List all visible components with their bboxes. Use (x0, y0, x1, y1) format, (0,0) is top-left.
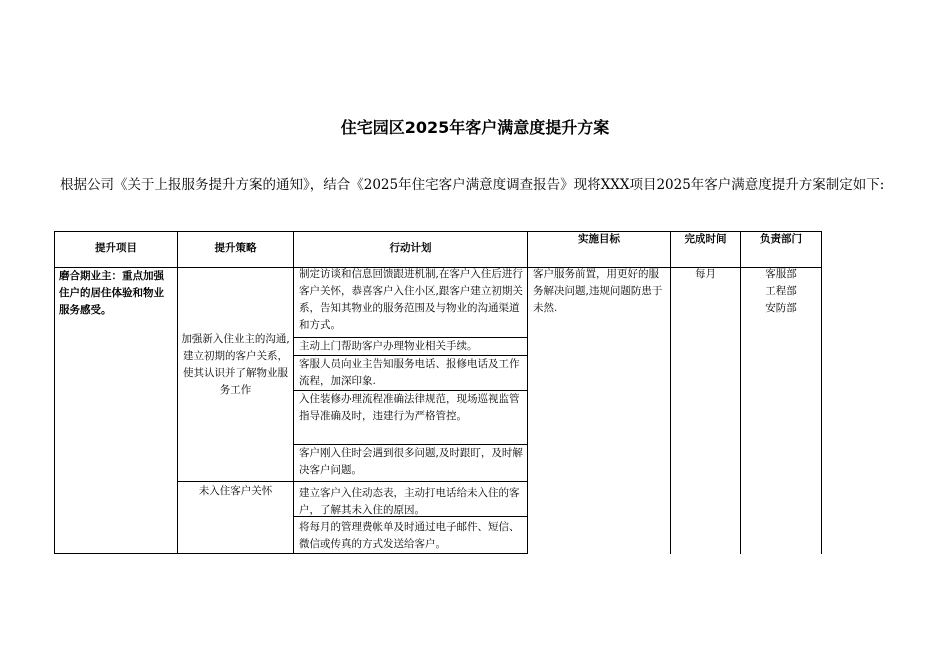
intro-paragraph: 根据公司《关于上报服务提升方案的通知》，结合《2025年住宅客户满意度调查报告》现将XXX项目2025年客户满意度提升方案制定如下: (60, 177, 885, 193)
plan-item-1: 制定访谈和信息回馈跟进机制,在客户入住后进行客户关怀，恭喜客户入住小区,跟客户建立初期关系，告知其物业的服务范围及与物业的沟通渠道和方式。 (299, 268, 523, 331)
plan-item-6: 建立客户入住动态表，主动打电话给未入住的客户，了解其未入住的原因。 (299, 487, 520, 516)
header-strategy: 提升策略 (214, 242, 257, 254)
implementation-target: 客户服务前置，用更好的服务解决问题,违规问题防患于未然. (533, 268, 663, 314)
document-title: 住宅园区2025年客户满意度提升方案 (340, 118, 610, 137)
plan-item-2: 主动上门帮助客户办理物业相关手续。 (299, 340, 478, 352)
strategy-new-owner: 加强新入住业主的沟通,建立初期的客户关系，使其认识并了解物业服务工作 (181, 333, 290, 396)
header-plan: 行动计划 (389, 242, 432, 254)
header-target: 实施目标 (578, 233, 620, 245)
header-time: 完成时间 (684, 233, 727, 245)
header-item: 提升项目 (95, 242, 137, 254)
plan-item-3: 客服人员向业主告知服务电话、报修电话及工作流程，加深印象. (299, 358, 520, 387)
plan-item-7: 将每月的管理费帐单及时通过电子邮件、短信、微信或传真的方式发送给客户。 (299, 521, 520, 550)
improvement-item: 磨合期业主：重点加强住户的居住体验和物业服务感受。 (59, 270, 164, 316)
dept-customer-service: 客服部 (765, 268, 797, 280)
plan-item-5: 客户刚入住时会遇到很多问题,及时跟盯，及时解决客户问题。 (299, 447, 523, 476)
strategy-unoccupied: 未入住客户关怀 (198, 485, 273, 497)
plan-item-4: 入住装修办理流程准确法律规范，现场巡视监管指导准确及时，违建行为严格管控。 (299, 393, 520, 422)
header-dept: 负责部门 (760, 233, 802, 245)
completion-time: 每月 (695, 268, 716, 280)
dept-security: 安防部 (765, 302, 797, 314)
dept-engineering: 工程部 (765, 285, 797, 297)
